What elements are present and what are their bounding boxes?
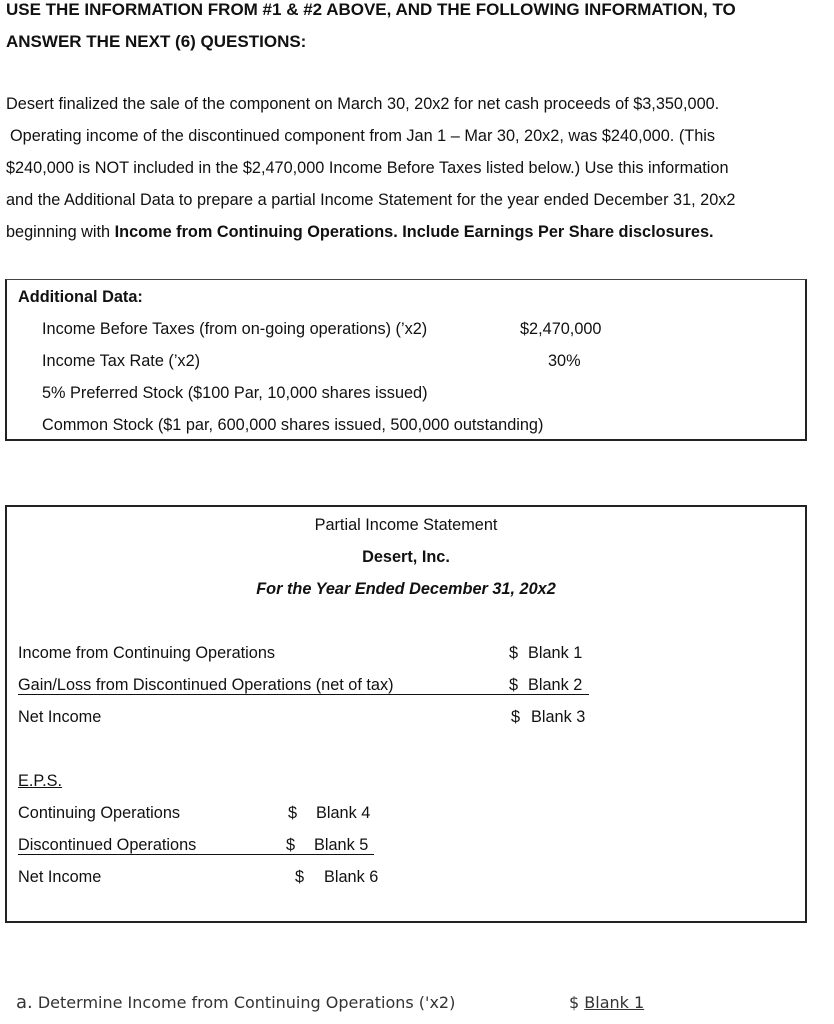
additional-data-box: [5, 279, 807, 441]
additional-data-row-value: $2,470,000: [520, 320, 602, 338]
blank-4[interactable]: Blank 4: [316, 804, 371, 822]
statement-company: Desert, Inc.: [362, 548, 450, 566]
eps-line-label: Continuing Operations: [18, 804, 181, 822]
additional-data-row-label: Income Tax Rate (’x2): [42, 352, 201, 370]
question-letter: a.: [16, 992, 33, 1013]
blank-5[interactable]: Blank 5: [314, 836, 369, 854]
blank-2[interactable]: Blank 2: [528, 676, 583, 694]
additional-data-row-label: Income Before Taxes (from on-going operations) (’x2): [42, 320, 428, 338]
statement-line-label: Gain/Loss from Discontinued Operations (net of tax): [18, 676, 394, 694]
statement-line-currency: $: [511, 708, 521, 726]
additional-data-row-value: 30%: [548, 352, 581, 370]
question-text: Determine Income from Continuing Operations ('x2): [37, 993, 456, 1012]
statement-line-label: Net Income: [18, 708, 102, 726]
instructions-line-3: $240,000 is NOT included in the $2,470,000 Income Before Taxes listed below.) Use this information: [6, 159, 729, 177]
instructions-line-1: Desert finalized the sale of the component on March 30, 20x2 for net cash proceeds of $3,350,000.: [6, 95, 720, 113]
instructions-line-5-prefix: beginning with: [6, 223, 115, 241]
instructions-line-5-bold: Income from Continuing Operations. Include Earnings Per Share disclosures.: [114, 223, 714, 241]
additional-data-title: Additional Data:: [18, 288, 143, 306]
instructions-heading-line-2: ANSWER THE NEXT (6) QUESTIONS:: [6, 32, 307, 51]
eps-heading: E.P.S.: [18, 772, 63, 790]
statement-period: For the Year Ended December 31, 20x2: [256, 580, 556, 598]
eps-line-label: Net Income: [18, 868, 102, 886]
income-statement-box: [5, 505, 807, 923]
instructions-heading-line-1: USE THE INFORMATION FROM #1 & #2 ABOVE, AND THE FOLLOWING INFORMATION, TO: [6, 0, 736, 19]
additional-data-row-label: Common Stock ($1 par, 600,000 shares issued, 500,000 outstanding): [42, 416, 544, 434]
blank-3[interactable]: Blank 3: [531, 708, 586, 726]
statement-line-label: Income from Continuing Operations: [18, 644, 276, 662]
underline: [18, 854, 374, 855]
instructions-line-4: and the Additional Data to prepare a partial Income Statement for the year ended December 31, 20x2: [6, 191, 736, 209]
blank-6[interactable]: Blank 6: [324, 868, 379, 886]
underline: [18, 694, 589, 695]
statement-title: Partial Income Statement: [314, 516, 498, 534]
question-blank-1[interactable]: Blank 1: [584, 993, 645, 1012]
question-a: [16, 991, 455, 1015]
eps-line-currency: $: [286, 836, 296, 854]
additional-data-row-label: 5% Preferred Stock ($100 Par, 10,000 shares issued): [42, 384, 428, 402]
question-currency: $: [569, 993, 580, 1012]
eps-line-currency: $: [295, 868, 305, 886]
blank-1[interactable]: Blank 1: [528, 644, 583, 662]
eps-line-currency: $: [288, 804, 298, 822]
statement-line-currency: $: [509, 676, 519, 694]
question-a-answer: [569, 991, 644, 1015]
statement-line-currency: $: [509, 644, 519, 662]
instructions-line-5: [6, 216, 714, 248]
eps-line-label: Discontinued Operations: [18, 836, 197, 854]
instructions-line-2: Operating income of the discontinued component from Jan 1 – Mar 30, 20x2, was $240,000. (This: [10, 127, 716, 145]
